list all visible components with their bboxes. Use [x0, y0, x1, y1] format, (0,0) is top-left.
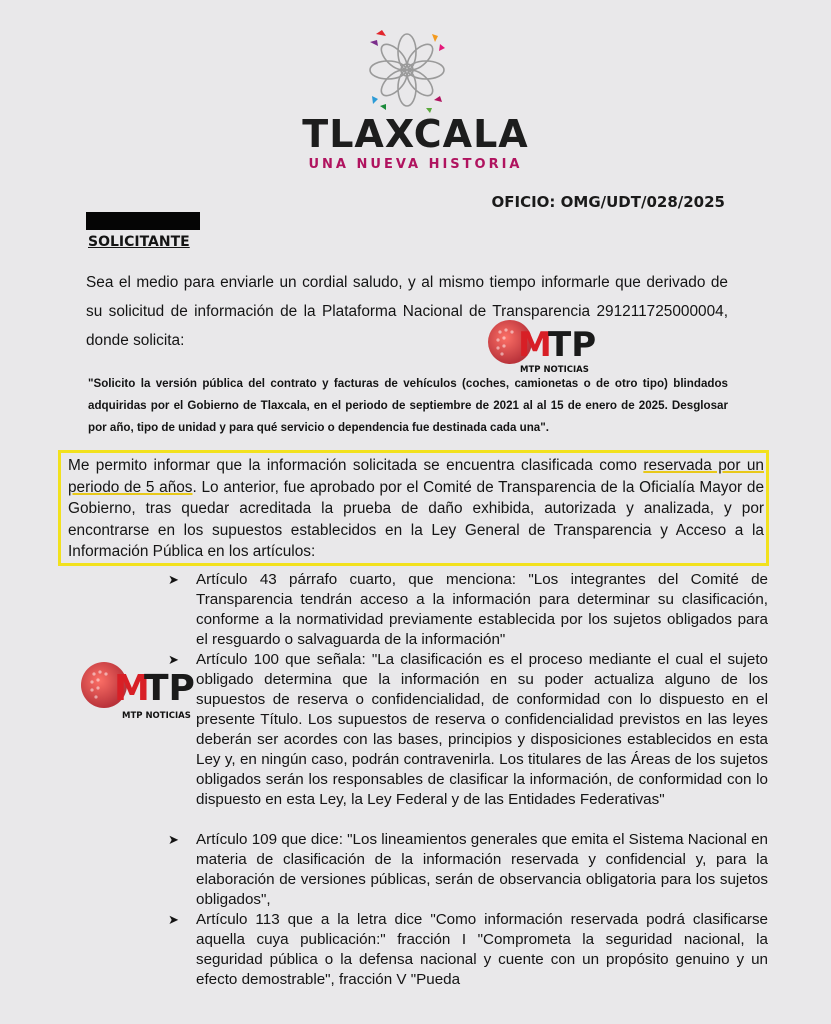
recipient-label: SOLICITANTE	[88, 234, 190, 250]
list-item	[168, 830, 768, 910]
mtp-logo-icon	[80, 660, 198, 710]
svg-text:TP: TP	[548, 325, 597, 365]
article-text: Artículo 43 párrafo cuarto, que menciona: "Los integrantes del Comité de Transparencia tendrán acceso a la información para determinar su clasificación, conforme a la normatividad previamente establecida por los sujetos obligados para el resguardo o salvaguarda de la información"	[196, 571, 768, 648]
list-item	[168, 650, 768, 830]
watermark-label: MTP NOTICIAS	[520, 365, 589, 375]
svg-text:M: M	[114, 668, 150, 709]
classification-text-2: . Lo anterior, fue aprobado por el Comité de Transparencia de la Oficialía Mayor de Gobierno, tras quedar acreditada la prueba de daño exhibida, autorizada y analizada, y por encontrarse en los supuestos establecidos en la Ley General de Transparencia y Acceso a la Información Pública en los artículos:	[68, 478, 764, 560]
brand-title: TLAXCALA	[302, 112, 529, 156]
oficio-number: OFICIO: OMG/UDT/028/2025	[491, 193, 725, 211]
arrow-bullet-icon: ➤	[168, 912, 179, 927]
svg-text:TP: TP	[144, 668, 195, 709]
watermark-label: MTP NOTICIAS	[122, 711, 191, 721]
list-item	[168, 570, 768, 650]
article-text: Artículo 113 que a la letra dice "Como información reservada podrá clasificarse aquella cuya publicación:" fracción I "Comprometa la seguridad nacional, la seguridad pública o la defensa nacional y cuente con un propósito genuino y un efecto demostrable", fracción V "Pueda	[196, 911, 768, 988]
list-item	[168, 910, 768, 992]
classification-paragraph	[68, 455, 764, 563]
mtp-logo-icon	[486, 318, 604, 366]
request-quote: "Solicito la versión pública del contrato y facturas de vehículos (coches, camionetas o de otro tipo) blindados adquiridas por el Gobierno de Tlaxcala, en el periodo de septiembre de 2021 al al 15 de enero de 2025. Desglosar por año, tipo de unidad y para qué servicio o dependencia fue destinada cada una".	[88, 377, 728, 434]
classification-text-1: Me permito informar que la información solicitada se encuentra clasificada como	[68, 457, 644, 474]
arrow-bullet-icon: ➤	[168, 652, 179, 667]
mtp-watermark	[486, 318, 604, 376]
svg-text:M: M	[518, 325, 552, 365]
article-text: Artículo 109 que dice: "Los lineamientos generales que emita el Sistema Nacional en materia de clasificación de la información reservada y confidencial y, para la elaboración de versiones públicas, serán de observancia obligatoria para los sujetos obligados",	[196, 831, 768, 908]
mtp-watermark	[80, 660, 198, 722]
redaction-bar	[86, 212, 200, 230]
articles-list	[168, 570, 768, 992]
arrow-bullet-icon: ➤	[168, 832, 179, 847]
classification-underlined: reservada por un periodo de 5 años	[68, 457, 764, 496]
arrow-bullet-icon: ➤	[168, 572, 179, 587]
article-text: Artículo 100 que señala: "La clasificación es el proceso mediante el cual el sujeto obligado determina que la información en su poder actualiza alguno de los supuestos de reserva o confidencialidad, de conformidad con lo dispuesto en el presente Título. Los supuestos de reserva o confidencialidad previstos en las leyes deberán ser acordes con las bases, principios y disposiciones establecidos en esta Ley y, en ningún caso, podrán contravenirla. Los titulares de las Áreas de los sujetos obligados serán los responsables de clasificar la información, de conformidad con lo dispuesto en esta Ley, la Ley Federal y de las Entidades Federativas"	[196, 651, 768, 808]
tlaxcala-logo-icon	[362, 26, 452, 114]
brand-subtitle: UNA NUEVA HISTORIA	[308, 157, 523, 172]
intro-paragraph: Sea el medio para enviarle un cordial saludo, y al mismo tiempo informarle que derivado de su solicitud de información de la Plataforma Nacional de Transparencia 291211725000004, donde solicita:	[86, 274, 728, 349]
